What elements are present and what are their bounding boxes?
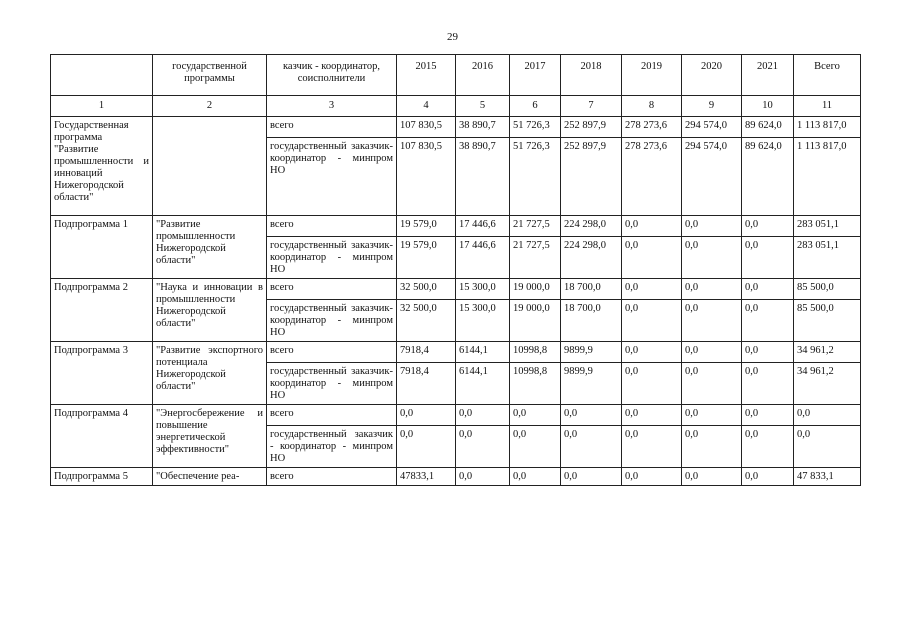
value-cell: 0,0 (742, 279, 794, 300)
value-cell: 15 300,0 (456, 279, 510, 300)
value-cell: 278 273,6 (622, 138, 682, 216)
header-row (51, 55, 861, 96)
value-cell: 0,0 (510, 405, 561, 426)
column-header: 2017 (510, 55, 561, 96)
value-cell: 7918,4 (397, 363, 456, 405)
value-cell: 19 579,0 (397, 216, 456, 237)
value-cell: 0,0 (622, 237, 682, 279)
executor-cell: государственный заказчик-координатор - минпром НО (267, 138, 397, 216)
value-cell: 107 830,5 (397, 138, 456, 216)
column-header: казчик - координатор, соисполнители (267, 55, 397, 96)
value-cell: 47 833,1 (794, 468, 861, 486)
value-cell: 0,0 (682, 405, 742, 426)
value-cell: 19 000,0 (510, 279, 561, 300)
value-cell: 19 000,0 (510, 300, 561, 342)
value-cell: 51 726,3 (510, 117, 561, 138)
value-cell: 0,0 (742, 237, 794, 279)
executor-cell: государственный заказчик-координатор - минпром НО (267, 237, 397, 279)
column-number: 4 (397, 96, 456, 117)
value-cell: 0,0 (622, 279, 682, 300)
executor-cell: всего (267, 117, 397, 138)
table-row (51, 216, 861, 237)
value-cell: 0,0 (622, 426, 682, 468)
column-number: 7 (561, 96, 622, 117)
program-name-cell: Государственная программа "Развитие промышленности и инноваций Нижегородской области" (51, 117, 153, 216)
value-cell: 0,0 (742, 468, 794, 486)
value-cell: 6144,1 (456, 342, 510, 363)
column-number: 3 (267, 96, 397, 117)
value-cell: 0,0 (622, 342, 682, 363)
program-title-cell: "Обеспечение реа- (153, 468, 267, 486)
value-cell: 283 051,1 (794, 237, 861, 279)
value-cell: 32 500,0 (397, 300, 456, 342)
value-cell: 0,0 (682, 216, 742, 237)
value-cell: 9899,9 (561, 363, 622, 405)
value-cell: 0,0 (622, 405, 682, 426)
value-cell: 0,0 (742, 216, 794, 237)
value-cell: 21 727,5 (510, 216, 561, 237)
table-row (51, 405, 861, 426)
value-cell: 10998,8 (510, 363, 561, 405)
program-title-cell: "Энергосбережение и повышение энергетической эффективности" (153, 405, 267, 468)
value-cell: 0,0 (456, 468, 510, 486)
budget-table (50, 54, 861, 486)
value-cell: 0,0 (622, 363, 682, 405)
value-cell: 34 961,2 (794, 363, 861, 405)
program-name-cell: Подпрограмма 4 (51, 405, 153, 468)
value-cell: 0,0 (397, 426, 456, 468)
value-cell: 224 298,0 (561, 237, 622, 279)
value-cell: 0,0 (742, 405, 794, 426)
value-cell: 294 574,0 (682, 117, 742, 138)
value-cell: 89 624,0 (742, 117, 794, 138)
value-cell: 0,0 (794, 426, 861, 468)
value-cell: 294 574,0 (682, 138, 742, 216)
program-title-cell (153, 117, 267, 216)
executor-cell: государственный заказчик-координатор - минпром НО (267, 363, 397, 405)
value-cell: 17 446,6 (456, 216, 510, 237)
value-cell: 0,0 (682, 468, 742, 486)
column-number: 8 (622, 96, 682, 117)
column-header (51, 55, 153, 96)
program-title-cell: "Развитие экспортного потенциала Нижегородской области" (153, 342, 267, 405)
value-cell: 10998,8 (510, 342, 561, 363)
program-name-cell: Подпрограмма 1 (51, 216, 153, 279)
value-cell: 34 961,2 (794, 342, 861, 363)
executor-cell: всего (267, 216, 397, 237)
value-cell: 0,0 (682, 426, 742, 468)
value-cell: 6144,1 (456, 363, 510, 405)
value-cell: 1 113 817,0 (794, 138, 861, 216)
value-cell: 32 500,0 (397, 279, 456, 300)
column-header: 2016 (456, 55, 510, 96)
column-number: 9 (682, 96, 742, 117)
column-number-row (51, 96, 861, 117)
value-cell: 85 500,0 (794, 279, 861, 300)
value-cell: 0,0 (456, 405, 510, 426)
page-number: 29 (447, 31, 458, 43)
value-cell: 252 897,9 (561, 117, 622, 138)
table-row (51, 117, 861, 138)
value-cell: 0,0 (397, 405, 456, 426)
value-cell: 38 890,7 (456, 117, 510, 138)
column-header: Всего (794, 55, 861, 96)
value-cell: 107 830,5 (397, 117, 456, 138)
executor-cell: всего (267, 468, 397, 486)
value-cell: 0,0 (561, 426, 622, 468)
value-cell: 0,0 (742, 300, 794, 342)
executor-cell: государственный заказчик-координатор - минпром НО (267, 300, 397, 342)
column-number: 2 (153, 96, 267, 117)
value-cell: 0,0 (682, 237, 742, 279)
column-number: 1 (51, 96, 153, 117)
program-title-cell: "Развитие промышленности Нижегородской области" (153, 216, 267, 279)
value-cell: 15 300,0 (456, 300, 510, 342)
executor-cell: всего (267, 342, 397, 363)
value-cell: 47833,1 (397, 468, 456, 486)
value-cell: 0,0 (622, 300, 682, 342)
program-title-cell: "Наука и инновации в промышленности Нижегородской области" (153, 279, 267, 342)
value-cell: 0,0 (742, 426, 794, 468)
program-name-cell: Подпрограмма 3 (51, 342, 153, 405)
executor-cell: всего (267, 279, 397, 300)
column-number: 5 (456, 96, 510, 117)
value-cell: 0,0 (510, 468, 561, 486)
value-cell: 0,0 (510, 426, 561, 468)
executor-cell: всего (267, 405, 397, 426)
value-cell: 0,0 (682, 279, 742, 300)
value-cell: 0,0 (794, 405, 861, 426)
value-cell: 0,0 (682, 300, 742, 342)
value-cell: 51 726,3 (510, 138, 561, 216)
value-cell: 252 897,9 (561, 138, 622, 216)
value-cell: 0,0 (682, 363, 742, 405)
column-header: 2021 (742, 55, 794, 96)
value-cell: 0,0 (742, 363, 794, 405)
value-cell: 0,0 (561, 405, 622, 426)
value-cell: 0,0 (622, 468, 682, 486)
value-cell: 224 298,0 (561, 216, 622, 237)
value-cell: 7918,4 (397, 342, 456, 363)
value-cell: 19 579,0 (397, 237, 456, 279)
value-cell: 18 700,0 (561, 279, 622, 300)
value-cell: 38 890,7 (456, 138, 510, 216)
column-header: 2015 (397, 55, 456, 96)
column-header: 2018 (561, 55, 622, 96)
value-cell: 0,0 (456, 426, 510, 468)
value-cell: 0,0 (622, 216, 682, 237)
value-cell: 85 500,0 (794, 300, 861, 342)
program-name-cell: Подпрограмма 2 (51, 279, 153, 342)
table-row (51, 279, 861, 300)
column-header: 2019 (622, 55, 682, 96)
column-number: 6 (510, 96, 561, 117)
table-row (51, 468, 861, 486)
program-name-cell: Подпрограмма 5 (51, 468, 153, 486)
value-cell: 0,0 (742, 342, 794, 363)
value-cell: 0,0 (561, 468, 622, 486)
value-cell: 18 700,0 (561, 300, 622, 342)
value-cell: 9899,9 (561, 342, 622, 363)
column-number: 10 (742, 96, 794, 117)
value-cell: 1 113 817,0 (794, 117, 861, 138)
column-number: 11 (794, 96, 861, 117)
column-header: 2020 (682, 55, 742, 96)
value-cell: 283 051,1 (794, 216, 861, 237)
value-cell: 21 727,5 (510, 237, 561, 279)
value-cell: 278 273,6 (622, 117, 682, 138)
value-cell: 89 624,0 (742, 138, 794, 216)
executor-cell: государственный заказчик - координатор - минпром НО (267, 426, 397, 468)
value-cell: 0,0 (682, 342, 742, 363)
table-row (51, 342, 861, 363)
value-cell: 17 446,6 (456, 237, 510, 279)
column-header: государственной программы (153, 55, 267, 96)
